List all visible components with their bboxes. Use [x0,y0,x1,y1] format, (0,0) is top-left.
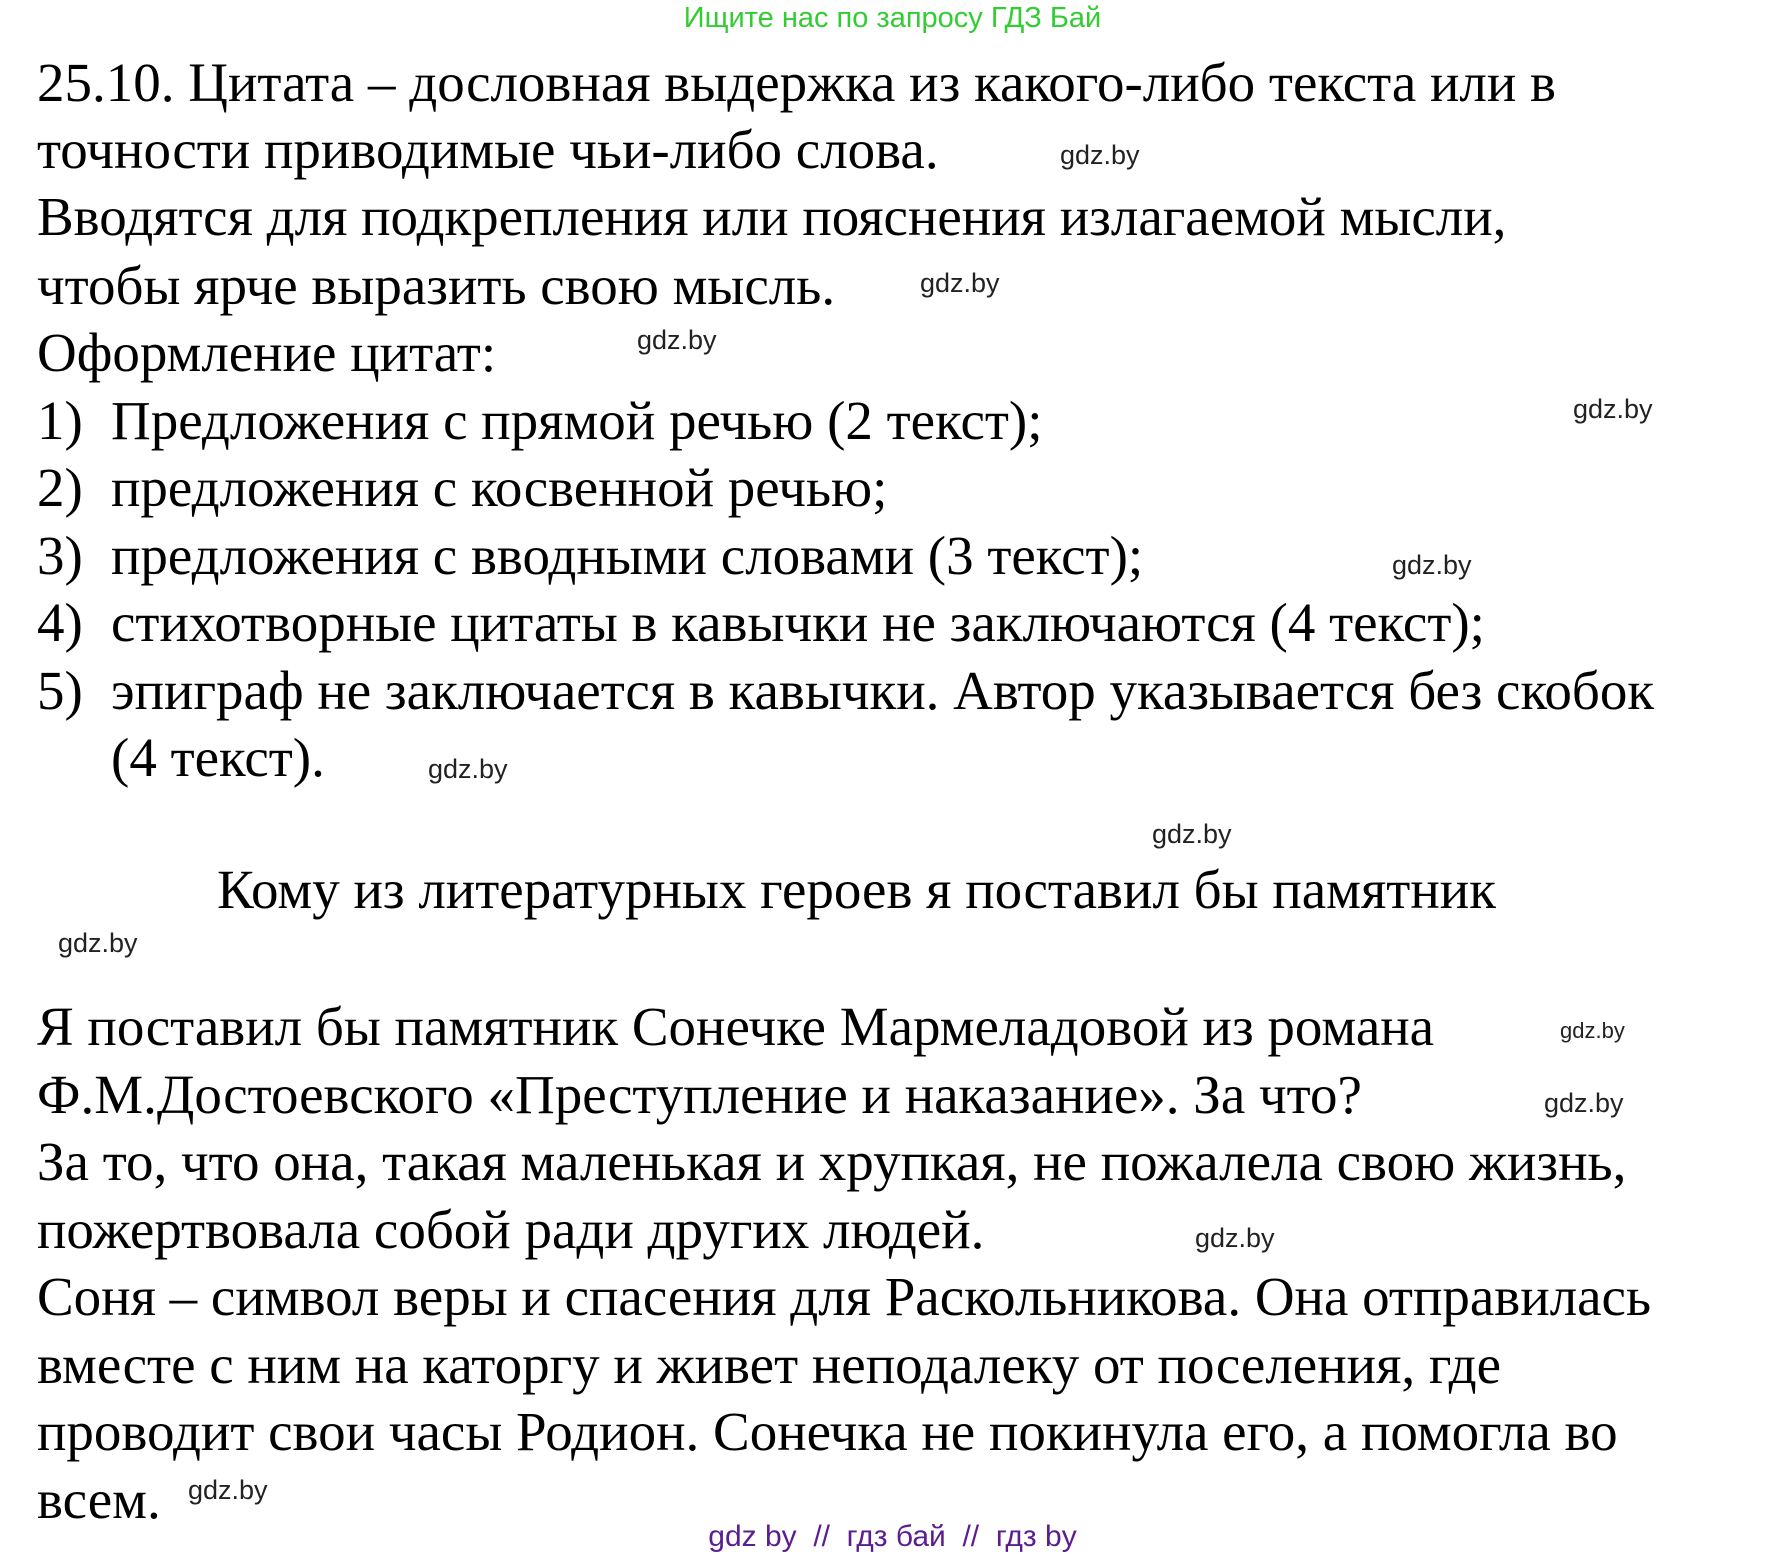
watermark: gdz.by [1152,819,1232,849]
list-text: предложения с косвенной речью; [111,457,888,518]
list-text: предложения с вводными словами (3 текст); [111,525,1144,586]
essay-line: Соня – символ веры и спасения для Раскольникова. Она отправилась [37,1266,1652,1327]
essay-title: Кому из литературных героев я поставил бы памятник [217,859,1496,920]
watermark: gdz.by [1544,1088,1624,1118]
watermark: gdz.by [1060,140,1140,170]
watermark: gdz.by [1392,550,1472,580]
watermark: gdz.by [1560,1018,1625,1043]
essay-line: вместе с ним на каторгу и живет неподалеку от поселения, где [37,1334,1502,1395]
list-text: Предложения с прямой речью (2 текст); [111,390,1043,451]
list-text: эпиграф не заключается в кавычки. Автор указывается без скобок [111,660,1655,721]
definition-line: Вводятся для подкрепления или пояснения излагаемой мысли, [37,186,1507,247]
watermark: gdz.by [428,754,508,784]
list-number: 2) [37,457,83,518]
watermark: gdz.by [1573,394,1653,424]
watermark: gdz.by [58,928,138,958]
list-number: 3) [37,525,83,586]
definition-line: чтобы ярче выразить свою мысль. [37,255,836,316]
essay-line: Ф.М.Достоевского «Преступление и наказание». За что? [37,1064,1362,1125]
list-number: 1) [37,390,83,451]
watermark: gdz.by [1195,1223,1275,1253]
essay-line: пожертвовала собой ради других людей. [37,1199,985,1260]
list-number: 5) [37,660,83,721]
list-text: стихотворные цитаты в кавычки не заключаются (4 текст); [111,592,1485,653]
list-number: 4) [37,592,83,653]
list-text: (4 текст). [111,727,325,788]
definition-line: точности приводимые чьи-либо слова. [37,119,939,180]
watermark: gdz.by [637,325,717,355]
search-banner: Ищите нас по запросу ГДЗ Бай [683,2,1102,34]
essay-line: всем. [37,1469,161,1530]
watermark: gdz.by [920,268,1000,298]
essay-line: За то, что она, такая маленькая и хрупкая, не пожалела свою жизнь, [37,1131,1627,1192]
definition-line: Оформление цитат: [37,322,497,383]
footer-links: gdz by // гдз бай // гдз by [708,1520,1077,1553]
essay-line: Я поставил бы памятник Сонечке Мармеладовой из романа [37,996,1435,1057]
definition-line: 25.10. Цитата – дословная выдержка из какого-либо текста или в [37,52,1557,113]
essay-line: проводит свои часы Родион. Сонечка не покинула его, а помогла во [37,1401,1618,1462]
watermark: gdz.by [188,1475,268,1505]
